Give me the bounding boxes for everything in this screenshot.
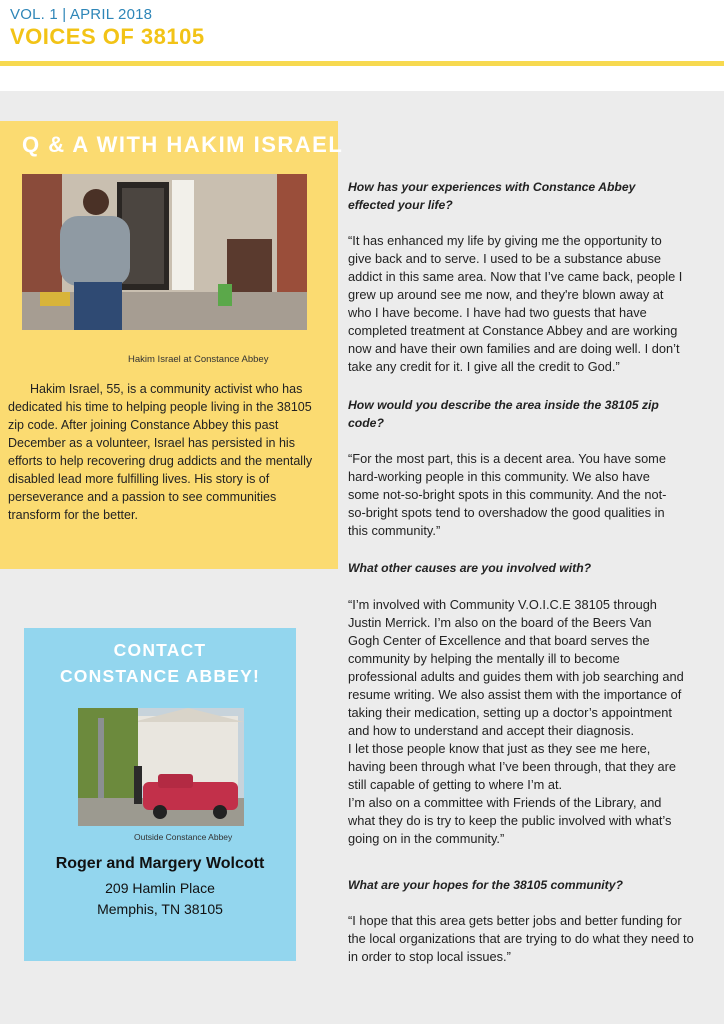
answer-line: give back and to serve. I used to be a substance abuse xyxy=(348,251,662,266)
header-divider xyxy=(0,61,724,66)
interview-answer xyxy=(348,232,682,376)
answer-line: “For the most part, this is a decent area. You have some xyxy=(348,451,666,466)
contact-address-city: Memphis, TN 38105 xyxy=(97,901,223,917)
answer-line: so-bright spots tend to overshadow the good qualities in xyxy=(348,505,665,520)
answer-line: hard-working people in this community. We also have xyxy=(348,469,650,484)
answer-line: grew up around see me now, and they're blown away at xyxy=(348,287,664,302)
hakim-israel-photo xyxy=(22,174,307,330)
constance-abbey-photo xyxy=(78,708,244,826)
interview-answer xyxy=(348,450,666,540)
answer-line: community by helping the mentally ill to become xyxy=(348,651,620,666)
feature-photo-caption: Hakim Israel at Constance Abbey xyxy=(128,354,269,365)
newsletter-header xyxy=(0,0,724,62)
feature-bio: Hakim Israel, 55, is a community activist who has dedicated his time to helping people living in the 38105 zip code. After joining Constance Abbey this past December as a volunteer, Israel has persisted in his efforts to help recovering drug addicts and the mentally disabled lead more fulfilling lives. His story is of perseverance and a passion to see communities transform for the better. xyxy=(8,382,313,522)
answer-line: in order to stop local issues.” xyxy=(348,949,511,964)
question-line: How would you describe the area inside the 38105 zip xyxy=(348,398,659,412)
answer-line: “I hope that this area gets better jobs and better funding for xyxy=(348,913,682,928)
question-line: effected your life? xyxy=(348,198,453,212)
contact-address-street: 209 Hamlin Place xyxy=(105,880,215,896)
answer-line: I let those people know that just as they see me here, xyxy=(348,741,651,756)
answer-line: addict in this same area. Now that I’ve came back, people I xyxy=(348,269,683,284)
answer-line: now and have their own families and are doing well. I don’t xyxy=(348,341,680,356)
answer-line: who I have become. I have had two guests that have xyxy=(348,305,647,320)
question-line: What are your hopes for the 38105 community? xyxy=(348,878,623,892)
masthead-title: VOICES OF 38105 xyxy=(10,24,205,49)
answer-line: I’m also on a committee with Friends of the Library, and xyxy=(348,795,662,810)
question-line: How has your experiences with Constance Abbey xyxy=(348,180,636,194)
interview-question xyxy=(348,559,591,577)
answer-line: the local organizations that are trying to do what they need to xyxy=(348,931,694,946)
answer-line: “It has enhanced my life by giving me the opportunity to xyxy=(348,233,662,248)
answer-line: taking their medication, setting up a doctor’s appointment xyxy=(348,705,672,720)
answer-line: and how to understand and accept their diagnosis. xyxy=(348,723,634,738)
answer-line: “I’m involved with Community V.O.I.C.E 38105 through xyxy=(348,597,657,612)
answer-line: what they do is try to keep the public involved with what’s xyxy=(348,813,672,828)
answer-line: completed treatment at Constance Abbey and are working xyxy=(348,323,678,338)
answer-line: some not-so-bright spots in this community. And the not- xyxy=(348,487,667,502)
answer-line: Justin Merrick. I’m also on the board of the Beers Van xyxy=(348,615,652,630)
contact-title xyxy=(24,637,296,689)
feature-title: Q & A WITH HAKIM ISRAEL xyxy=(22,132,344,157)
question-line: code? xyxy=(348,416,384,430)
question-line: What other causes are you involved with? xyxy=(348,561,592,575)
answer-line: this community.” xyxy=(348,523,441,538)
interview-question xyxy=(348,876,623,894)
contact-photo-caption: Outside Constance Abbey xyxy=(134,832,233,842)
answer-line: having been through what I’ve been through, that they are xyxy=(348,759,676,774)
volume-date: VOL. 1 | APRIL 2018 xyxy=(10,6,153,23)
answer-line: professional adults and guides them with job searching and xyxy=(348,669,684,684)
answer-line: going on in the community.” xyxy=(348,831,505,846)
interview-answer xyxy=(348,596,684,848)
answer-line: Gogh Center of Excellence and that board serves the xyxy=(348,633,650,648)
contact-name: Roger and Margery Wolcott xyxy=(55,855,265,872)
answer-line: resume writing. We also assist them with the importance of xyxy=(348,687,682,702)
interview-answer xyxy=(348,912,694,966)
answer-line: still capable of getting to where I’m at. xyxy=(348,777,563,792)
interview-question xyxy=(348,396,659,432)
answer-line: take any credit for it. I give all the credit to God.” xyxy=(348,359,620,374)
contact-title-line: CONTACT xyxy=(113,640,207,660)
contact-title-line: CONSTANCE ABBEY! xyxy=(59,666,261,686)
interview-question xyxy=(348,178,635,214)
